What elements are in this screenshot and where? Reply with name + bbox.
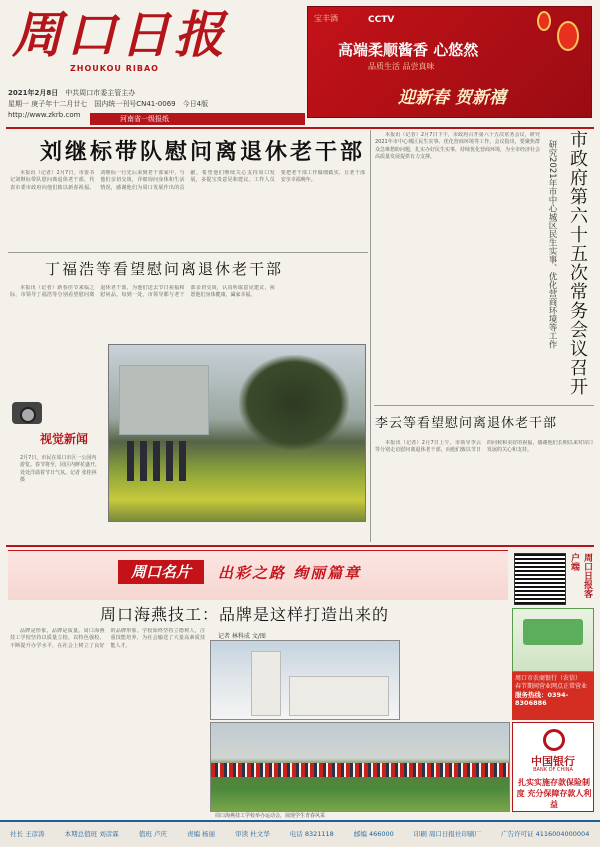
sponsor-text: 中共周口市委主管主办 bbox=[65, 89, 136, 97]
article-text-cont bbox=[404, 642, 508, 649]
lunar-date bbox=[8, 99, 298, 110]
sports-meet-photo[interactable] bbox=[210, 722, 510, 812]
article-haiyan-body-continued bbox=[404, 642, 508, 720]
pages-text: 今日4版 bbox=[182, 100, 209, 108]
building-wing-shape bbox=[289, 676, 389, 716]
edition-text: 国内统一刊号CN41-0069 bbox=[94, 100, 176, 108]
boc-logo-icon bbox=[543, 729, 565, 751]
footer-item: 责编 杨丽 bbox=[186, 830, 216, 838]
bank-name: 周口市农商银行（农信） bbox=[515, 675, 582, 682]
section-badge: 周口名片 bbox=[118, 560, 204, 584]
qr-text: 周口日报客户端 bbox=[569, 553, 592, 598]
ad-channel: CCTV bbox=[368, 15, 395, 25]
section-slogan: 出彩之路 绚丽篇章 bbox=[218, 564, 362, 582]
ad-line2: 品质生活 品尝真味 bbox=[368, 62, 435, 71]
headline-haiyan[interactable]: 周口海燕技工：品牌是这样打造出来的 bbox=[100, 605, 390, 624]
crowd-shape bbox=[211, 763, 509, 777]
ad-line3: 迎新春 贺新禧 bbox=[398, 88, 506, 108]
issue-date bbox=[8, 88, 298, 99]
footer-item: 邮编 466000 bbox=[353, 830, 394, 838]
lunar-text: 星期一 庚子年十二月廿七 bbox=[8, 100, 88, 108]
article-text: 本报讯（记者）2月7日上午，市领导李云等分别走访慰问离退休老干部，向他们致以节日的问候和美好的祝福，感谢他们长期以来对周口发展的关心和支持。 bbox=[375, 440, 593, 454]
article-byline: 记者 林科成 文/图 bbox=[218, 633, 266, 640]
divider bbox=[374, 405, 594, 406]
sports-photo-caption: 周口海燕技工学校举办运动会，展现学生青春风采 bbox=[215, 813, 326, 819]
article-dingfuhao-body bbox=[10, 285, 365, 340]
footer-item: 电话 8321118 bbox=[289, 830, 334, 838]
footer-item: 本期总值班 刘彦霖 bbox=[64, 830, 119, 838]
footer-item: 值班 卢庆 bbox=[138, 830, 167, 838]
headline-liujibiao[interactable]: 刘继标带队慰问离退休老干部 bbox=[40, 139, 366, 165]
column-divider bbox=[370, 130, 371, 542]
camera-icon bbox=[12, 402, 42, 424]
meeting-subhead: 研究2021年市中心城区民生实事、优化营商环境等工作 bbox=[547, 140, 557, 349]
lantern-icon bbox=[557, 21, 579, 51]
people-shape bbox=[127, 441, 187, 481]
top-advertisement[interactable] bbox=[307, 6, 592, 118]
section-rule bbox=[6, 545, 594, 547]
article-text: 本报讯（记者）2月7日，市委书记刘继标带队慰问离退休老干部，代表市委市政府向他们致以新春祝福。刘继标一行先后来到老干部家中，与他们亲切交谈，详细询问身体和生活情况，感谢他们为周口发展作出的贡献，希望他们继续关心支持周口发展，多提宝贵意见和建议。工作人员要把老干部工作做细做实，让老干部安享幸福晚年。 bbox=[10, 170, 365, 191]
rural-bank-ad[interactable] bbox=[512, 672, 594, 720]
school-building-photo[interactable] bbox=[210, 640, 400, 720]
article-liujibiao-body bbox=[10, 170, 365, 250]
headline-dingfuhao[interactable]: 丁福浩等看望慰问离退休老干部 bbox=[45, 260, 284, 278]
ad-brand: 宝丰酒 bbox=[314, 14, 338, 23]
footer-item: 广告许可证 4116004000004 bbox=[501, 830, 590, 838]
masthead-title: 周口日报 bbox=[12, 5, 228, 64]
bank-sub: 春节期间营业网点正常营业 bbox=[515, 683, 588, 690]
article-meeting-body bbox=[375, 132, 540, 407]
header-rule bbox=[6, 127, 594, 129]
tree-shape bbox=[239, 355, 349, 450]
divider bbox=[8, 252, 368, 253]
article-text: 本报讯（记者）2月7日下午，市政府召开第六十五次常务会议，研究2021年市中心城区民生实事、优化营商环境等工作。会议指出，要聚焦群众急难愁盼问题，扎实办好民生实事，持续优化营商环境，为全市经济社会高质量发展提供有力支撑。 bbox=[375, 132, 540, 161]
ad-line1: 高端柔顺酱香 心悠然 bbox=[338, 41, 479, 59]
visual-news-caption: 2月7日，市民在周口市区一公园内游览。春节将至，园区内鲜花盛开，处处洋溢着节日气氛。记者 张桂林 摄 bbox=[20, 455, 101, 484]
province-label: 河南省一级报纸 bbox=[90, 113, 305, 125]
article-liyun-body bbox=[375, 440, 593, 540]
qr-code[interactable] bbox=[514, 553, 566, 605]
footer-bar bbox=[0, 820, 600, 847]
article-text: 品牌是形象，品牌是质量。周口海燕技工学校坚持以质量立校、以特色强校，不断提升办学水平，在社会上树立了良好的品牌形象。学校始终坚持立德树人，注重技能培养，为社会输送了大量高素质技能人才。 bbox=[10, 628, 205, 649]
bank-phone: 服务热线：0394-8306886 bbox=[515, 691, 569, 707]
article-text: 本报讯（记者）新春佳节来临之际，市领导丁福浩等分别看望慰问离退休老干部，为他们送去节日祝福和慰问品。每到一处，市领导都与老干部亲切交谈，认真听取意见建议，祝愿他们身体健康、阖家幸福。 bbox=[10, 285, 275, 299]
boc-name: 中国银行 bbox=[531, 755, 575, 768]
footer-item: 印刷 周口日报社印刷厂 bbox=[413, 830, 481, 838]
masthead-english: ZHOUKOU RIBAO bbox=[70, 64, 159, 73]
boc-slogan: 扎实实施存款保险制度 充分保障存款人利益 bbox=[516, 778, 592, 809]
building-shape bbox=[119, 365, 209, 435]
footer-item: 审读 杜文华 bbox=[235, 830, 270, 838]
visual-news-label: 视觉新闻 bbox=[40, 432, 89, 446]
lantern-icon bbox=[537, 11, 551, 31]
website-text[interactable]: http://www.zkrb.com bbox=[8, 111, 81, 119]
bank-card-ad[interactable] bbox=[512, 608, 594, 672]
headline-meeting[interactable]: 市政府第六十五次常务会议召开 bbox=[567, 130, 588, 396]
tower-shape bbox=[251, 651, 281, 716]
boc-english: BANK OF CHINA bbox=[533, 767, 573, 773]
footer-item: 社长 王彦涛 bbox=[10, 830, 45, 838]
article-haiyan-body bbox=[10, 628, 205, 816]
bank-card-icon bbox=[523, 619, 583, 645]
boc-ad[interactable] bbox=[512, 722, 594, 812]
date-text: 2021年2月8日 bbox=[8, 89, 59, 97]
headline-liyun[interactable]: 李云等看望慰问离退休老干部 bbox=[375, 416, 558, 431]
visual-news-photo[interactable] bbox=[108, 344, 366, 522]
